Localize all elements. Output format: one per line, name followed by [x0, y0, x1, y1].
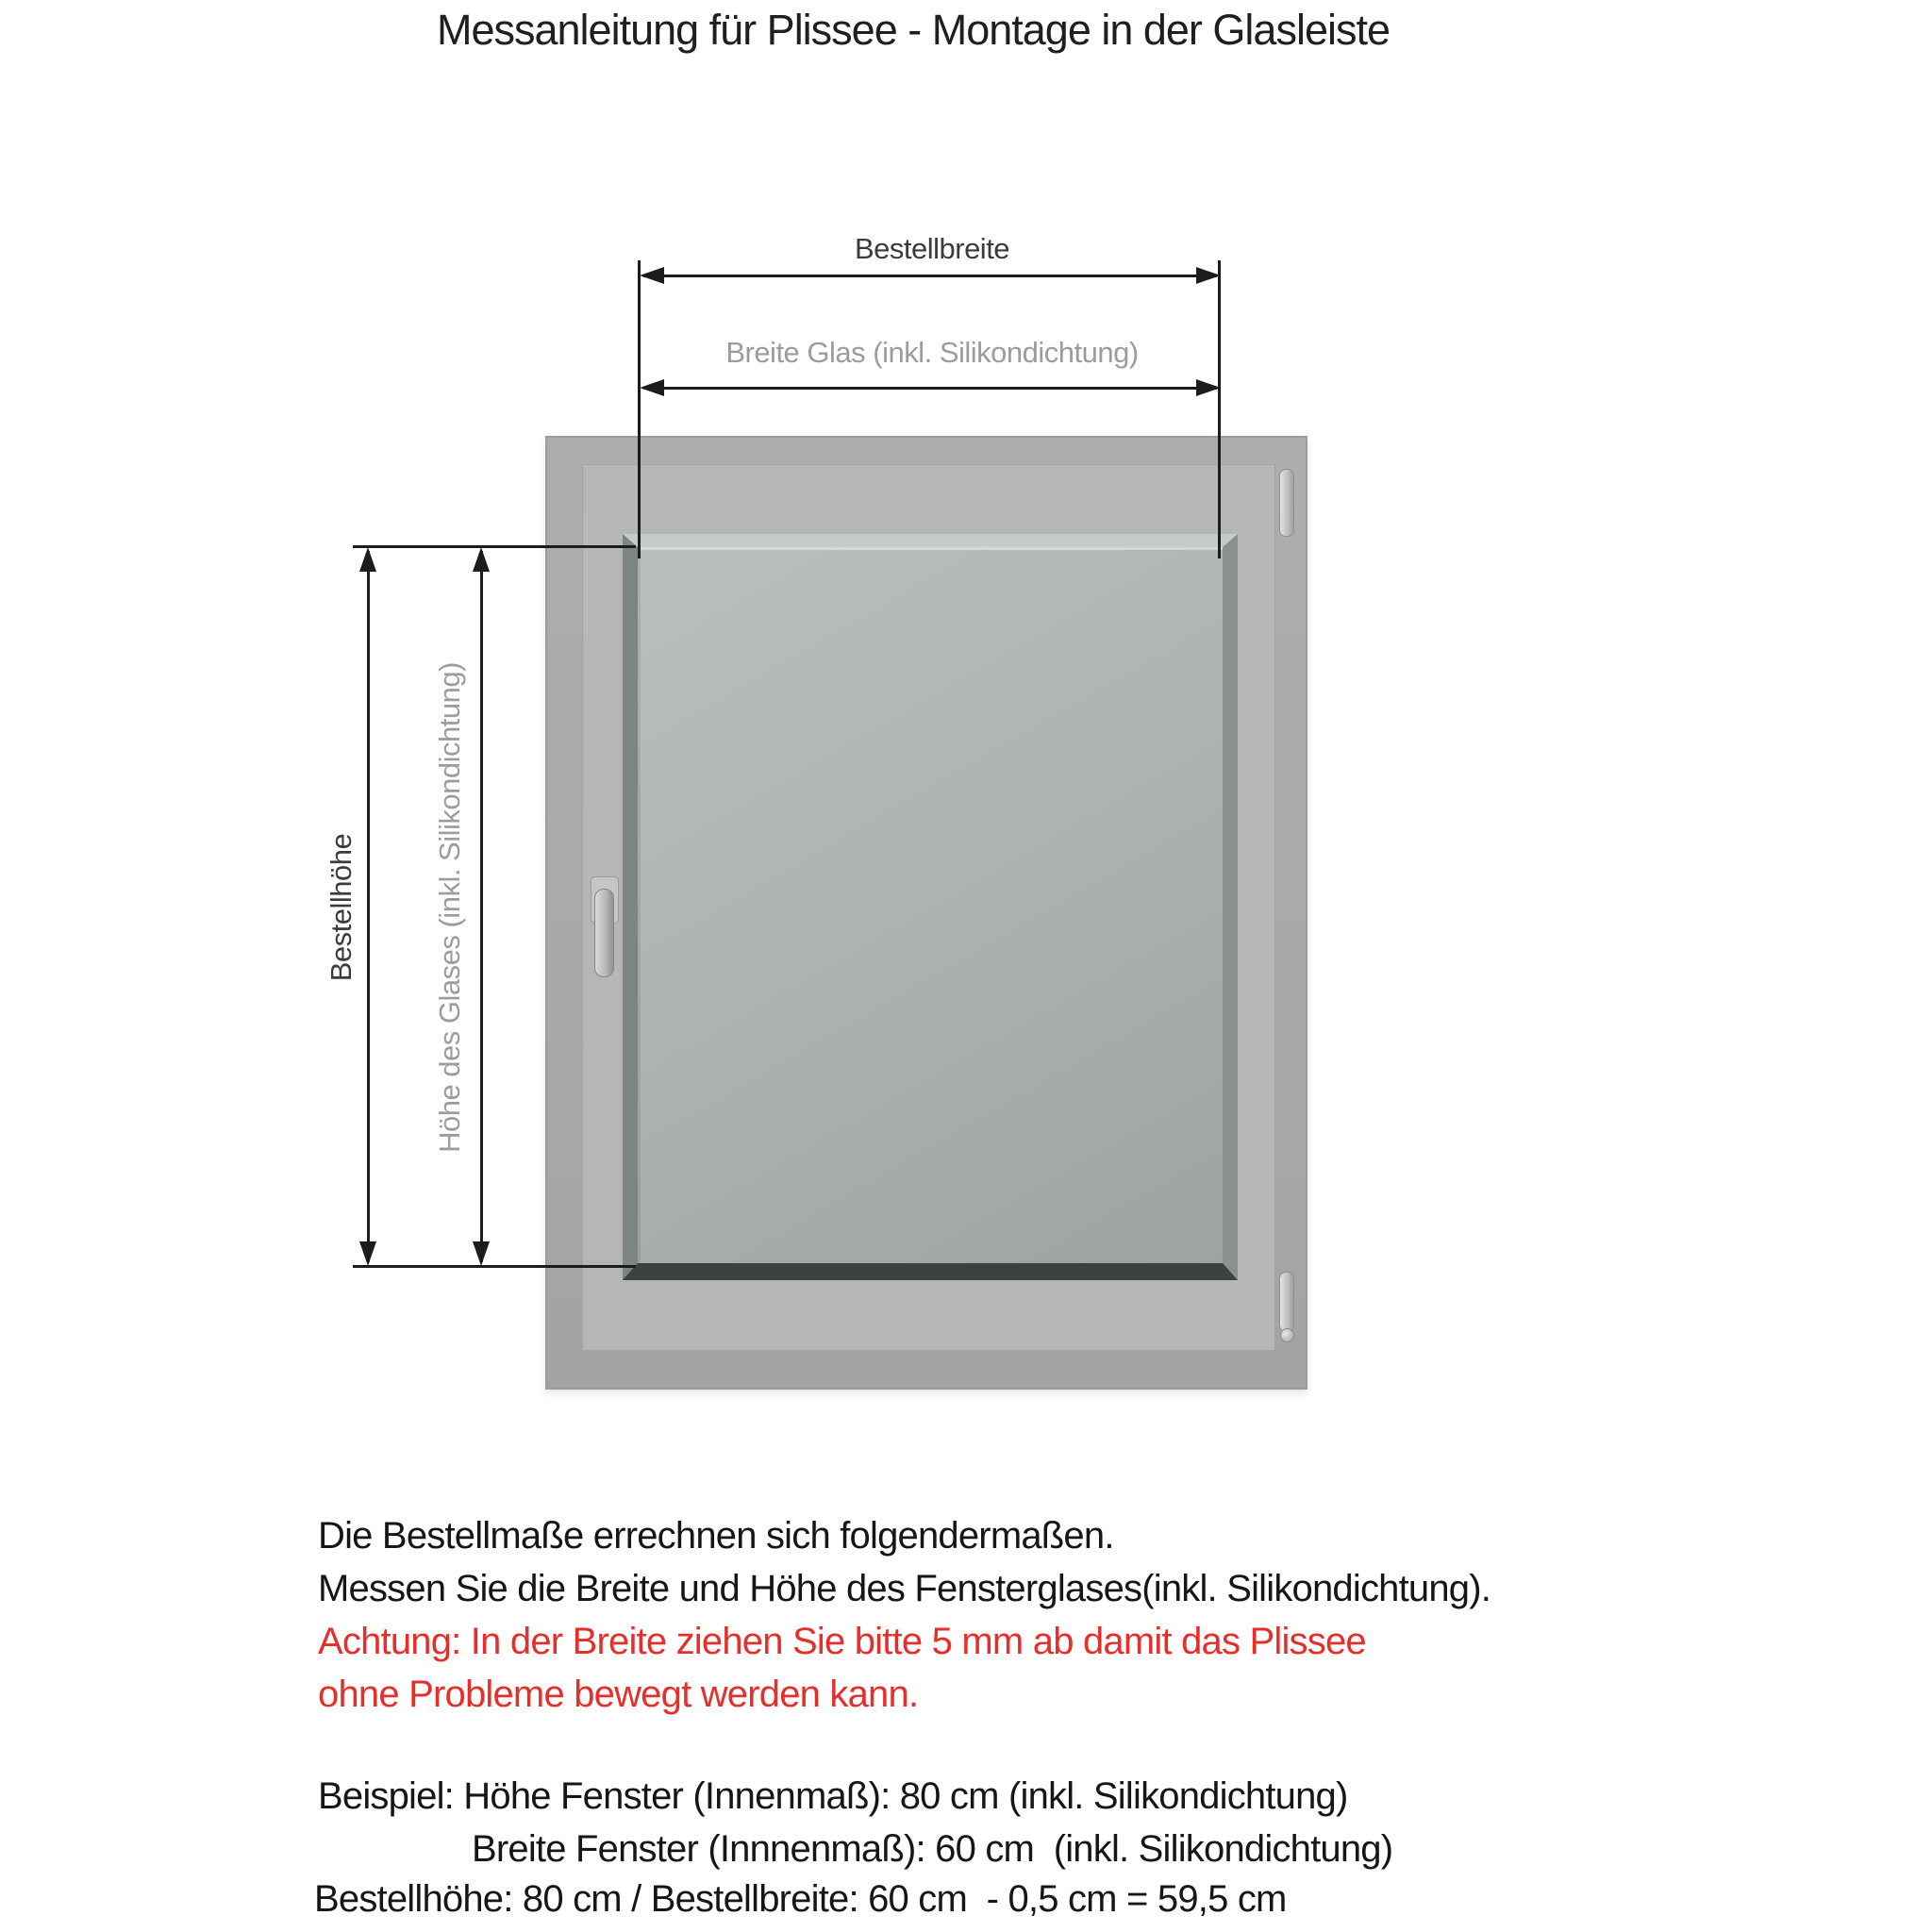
hinge-bottom: [1279, 1272, 1294, 1332]
glass-pane: [638, 547, 1223, 1263]
glass-width-label: Breite Glas (inkl. Silikondichtung): [725, 336, 1139, 369]
page-title: Messanleitung für Plissee - Montage in der Glasleiste: [436, 6, 1390, 54]
arrow-right-icon: [1196, 379, 1221, 396]
warning-line-1: Achtung: In der Breite ziehen Sie bitte 5 mm ab damit das Plissee: [318, 1621, 1366, 1662]
order-width-dimension-arrow: [640, 265, 1221, 286]
instruction-line-1: Die Bestellmaße errechnen sich folgendermaßen.: [318, 1515, 1114, 1557]
example-line-1: Beispiel: Höhe Fenster (Innenmaß): 80 cm (inkl. Silikondichtung): [318, 1775, 1348, 1817]
instruction-line-2: Messen Sie die Breite und Höhe des Fensterglases(inkl. Silikondichtung).: [318, 1568, 1491, 1609]
warning-line-2: ohne Probleme bewegt werden kann.: [318, 1674, 919, 1715]
example-line-2: Breite Fenster (Innnenmaß): 60 cm (inkl. Silikondichtung): [472, 1828, 1393, 1870]
window-handle: [594, 889, 614, 977]
glazing-bead-frame: [623, 534, 1238, 1280]
width-extension-line-left: [638, 260, 641, 558]
glass-height-dimension-arrow: [471, 547, 491, 1266]
glass-height-label: Höhe des Glases (inkl. Silikondichtung): [433, 662, 466, 1153]
order-height-label: Bestellhöhe: [325, 833, 358, 982]
order-width-label: Bestellbreite: [854, 232, 1010, 265]
glass-width-dimension-arrow: [640, 377, 1221, 398]
example-line-3: Bestellhöhe: 80 cm / Bestellbreite: 60 cm - 0,5 cm = 59,5 cm: [314, 1878, 1287, 1920]
height-extension-line-top: [353, 545, 636, 548]
arrow-down-icon: [473, 1241, 490, 1266]
height-extension-line-bottom: [353, 1265, 636, 1268]
hinge-top: [1279, 469, 1294, 537]
width-extension-line-right: [1218, 260, 1221, 558]
arrow-right-icon: [1196, 267, 1221, 284]
hinge-bottom-cap: [1280, 1328, 1294, 1342]
